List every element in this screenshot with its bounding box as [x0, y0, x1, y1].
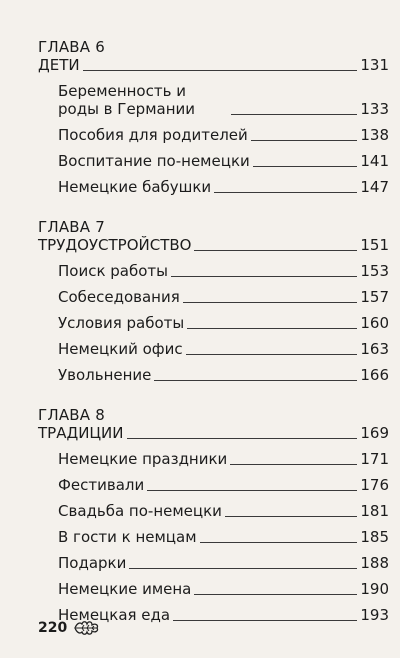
section-line[interactable] — [58, 366, 389, 384]
page-number: 185 — [360, 528, 389, 546]
folio-page-number: 220 — [38, 620, 68, 636]
section-title: Подарки — [58, 554, 127, 572]
leader-line — [194, 593, 357, 595]
section-title: Свадьба по-немецки — [58, 502, 222, 520]
leader-line — [231, 113, 357, 115]
chapter-7 — [38, 218, 389, 384]
section-line[interactable] — [58, 314, 389, 332]
section-line[interactable] — [58, 288, 389, 306]
leader-line — [253, 165, 358, 167]
page-number: 163 — [360, 340, 389, 358]
section-line[interactable] — [58, 554, 389, 572]
leader-line — [171, 275, 357, 277]
chapter-label: ГЛАВА 7 — [38, 218, 105, 236]
page-number: 133 — [360, 100, 389, 118]
leader-line — [214, 191, 357, 193]
leader-line — [187, 327, 357, 329]
page-number: 157 — [360, 288, 389, 306]
page-number: 166 — [360, 366, 389, 384]
chapter-title: ТРУДОУСТРОЙСТВО — [38, 236, 192, 254]
chapter-title: ДЕТИ — [38, 56, 80, 74]
section-title: Немецкая еда — [58, 606, 171, 624]
page-number: 131 — [360, 56, 389, 74]
chapter-label: ГЛАВА 6 — [38, 38, 105, 56]
section-title: Фестивали — [58, 476, 145, 494]
section-line[interactable] — [58, 476, 389, 494]
leader-line — [251, 139, 358, 141]
leader-line — [183, 301, 358, 303]
chapter-title-line[interactable] — [38, 424, 389, 442]
section-line[interactable] — [58, 262, 389, 280]
section-title: Немецкие имена — [58, 580, 192, 598]
leader-line — [194, 249, 357, 251]
oak-leaf-icon — [73, 619, 103, 637]
section-title: Немецкий офис — [58, 340, 183, 358]
section-line[interactable] — [58, 606, 389, 624]
chapter-6 — [38, 38, 389, 196]
section-line[interactable] — [58, 528, 389, 546]
section-line[interactable] — [58, 178, 389, 196]
leader-line — [200, 541, 358, 543]
section-title: Собеседования — [58, 288, 180, 306]
leader-line — [83, 69, 358, 71]
section-title: Условия работы — [58, 314, 185, 332]
page-number: 190 — [360, 580, 389, 598]
chapter-label: ГЛАВА 8 — [38, 406, 105, 424]
leader-line — [154, 379, 357, 381]
section-line[interactable] — [58, 502, 389, 520]
page-number: 147 — [360, 178, 389, 196]
page-number: 171 — [360, 450, 389, 468]
page-number: 176 — [360, 476, 389, 494]
section-line[interactable] — [58, 340, 389, 358]
leader-line — [186, 353, 358, 355]
section-title: В гости к немцам — [58, 528, 197, 546]
leader-line — [147, 489, 357, 491]
leader-line — [230, 463, 357, 465]
section-title: Немецкие праздники — [58, 450, 228, 468]
chapter-title-line[interactable] — [38, 236, 389, 254]
page-number: 138 — [360, 126, 389, 144]
page-number: 151 — [360, 236, 389, 254]
page-number: 193 — [360, 606, 389, 624]
leader-line — [129, 567, 357, 569]
section-title: Пособия для родителей — [58, 126, 248, 144]
page-number: 188 — [360, 554, 389, 572]
chapter-8 — [38, 406, 389, 624]
section-title: Беременность и роды в Германии — [58, 82, 195, 118]
leader-line — [225, 515, 357, 517]
page-number: 153 — [360, 262, 389, 280]
section-title: Немецкие бабушки — [58, 178, 212, 196]
leader-line — [127, 437, 358, 439]
section-line[interactable] — [58, 126, 389, 144]
chapter-title: ТРАДИЦИИ — [38, 424, 124, 442]
section-line[interactable] — [58, 580, 389, 598]
section-line[interactable] — [58, 82, 389, 118]
page-number: 169 — [360, 424, 389, 442]
leader-line — [173, 619, 357, 621]
section-line[interactable] — [58, 152, 389, 170]
page-number: 141 — [360, 152, 389, 170]
section-title: Увольнение — [58, 366, 152, 384]
page-footer — [38, 619, 103, 637]
page-number: 160 — [360, 314, 389, 332]
section-line[interactable] — [58, 450, 389, 468]
chapter-title-line[interactable] — [38, 56, 389, 74]
section-title: Поиск работы — [58, 262, 169, 280]
section-title: Воспитание по-немецки — [58, 152, 250, 170]
page-number: 181 — [360, 502, 389, 520]
